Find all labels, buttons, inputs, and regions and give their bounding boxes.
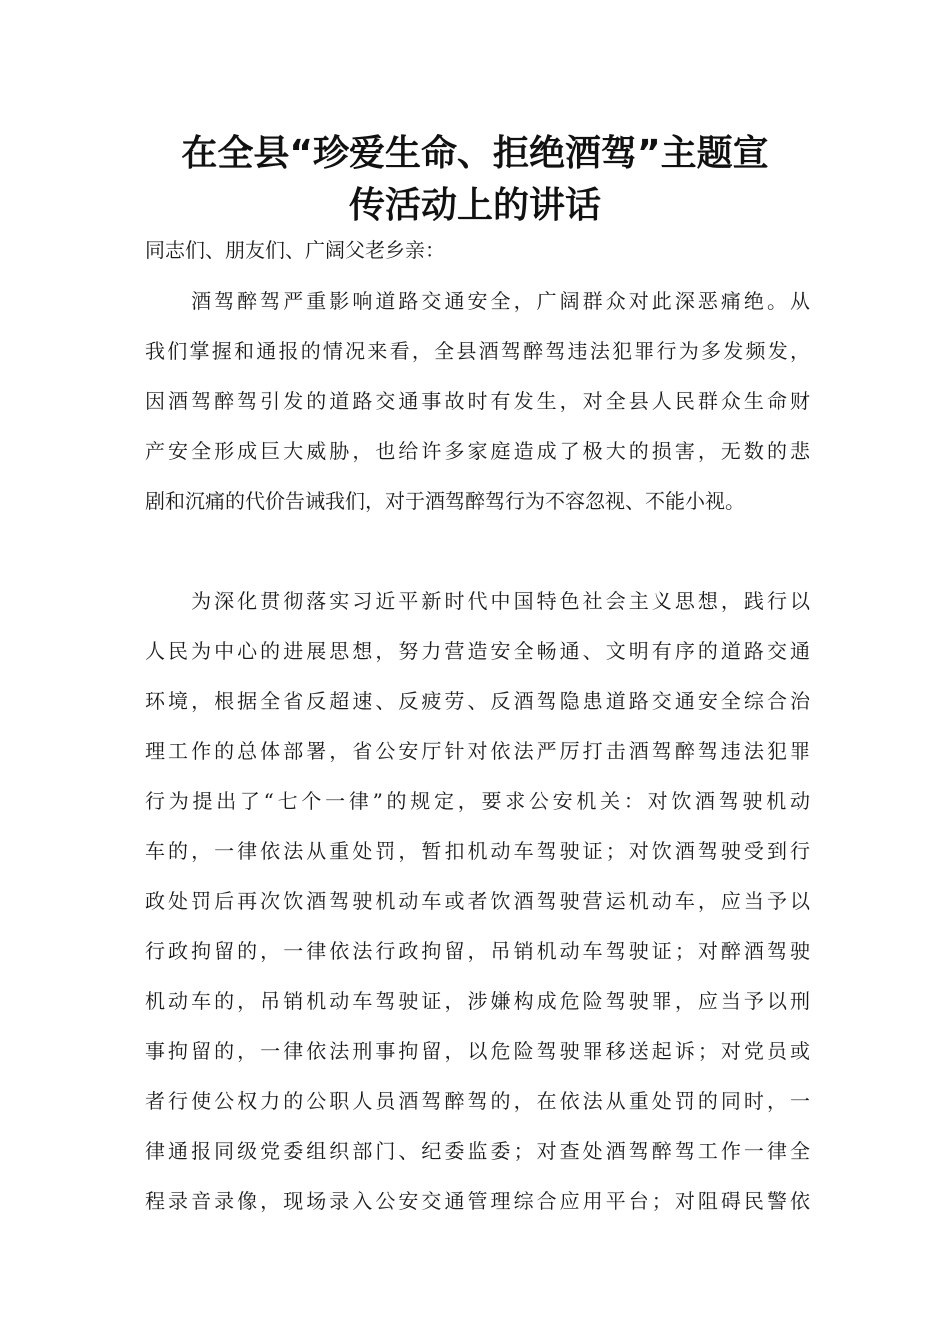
paragraph-line: 律通报同级党委组织部门、纪委监委；对查处酒驾醉驾工作一律全	[145, 1139, 810, 1163]
paragraph-line: 行为提出了“七个一律”的规定，要求公安机关：对饮酒驾驶机动	[145, 789, 810, 813]
paragraph-line: 人民为中心的进展思想，努力营造安全畅通、文明有序的道路交通	[145, 639, 810, 663]
paragraph-line: 我们掌握和通报的情况来看，全县酒驾醉驾违法犯罪行为多发频发，	[145, 339, 810, 363]
paragraph-line: 理工作的总体部署，省公安厅针对依法严厉打击酒驾醉驾违法犯罪	[145, 739, 810, 763]
paragraph-line: 事拘留的，一律依法刑事拘留，以危险驾驶罪移送起诉；对党员或	[145, 1039, 810, 1063]
paragraph-1	[145, 276, 810, 526]
paragraph-line: 政处罚后再次饮酒驾驶机动车或者饮酒驾驶营运机动车，应当予以	[145, 889, 810, 913]
paragraph-line: 机动车的，吊销机动车驾驶证，涉嫌构成危险驾驶罪，应当予以刑	[145, 989, 810, 1013]
title-line-2: 传活动上的讲话	[348, 185, 601, 226]
greeting: 同志们、朋友们、广阔父老乡亲：	[145, 238, 445, 262]
paragraph-2	[145, 576, 810, 1226]
paragraph-line: 产安全形成巨大威胁，也给许多家庭造成了极大的损害，无数的悲	[145, 439, 810, 463]
paragraph-line: 环境，根据全省反超速、反疲劳、反酒驾隐患道路交通安全综合治	[145, 689, 810, 713]
paragraph-line: 车的，一律依法从重处罚，暂扣机动车驾驶证；对饮酒驾驶受到行	[145, 839, 810, 863]
paragraph-line: 因酒驾醉驾引发的道路交通事故时有发生，对全县人民群众生命财	[145, 389, 810, 413]
paragraph-line: 酒驾醉驾严重影响道路交通安全，广阔群众对此深恶痛绝。从	[145, 289, 810, 313]
paragraph-line: 行政拘留的，一律依法行政拘留，吊销机动车驾驶证；对醉酒驾驶	[145, 939, 810, 963]
title-line-1: 在全县“珍爱生命、拒绝酒驾”主题宣	[181, 133, 769, 174]
paragraph-line: 程录音录像，现场录入公安交通管理综合应用平台；对阻碍民警依	[145, 1189, 810, 1213]
document-title	[100, 128, 850, 232]
paragraph-line: 为深化贯彻落实习近平新时代中国特色社会主义思想，践行以	[145, 589, 810, 613]
paragraph-line: 剧和沉痛的代价告诫我们，对于酒驾醉驾行为不容忽视、不能小视。	[145, 489, 745, 513]
paragraph-line: 者行使公权力的公职人员酒驾醉驾的，在依法从重处罚的同时，一	[145, 1089, 810, 1113]
